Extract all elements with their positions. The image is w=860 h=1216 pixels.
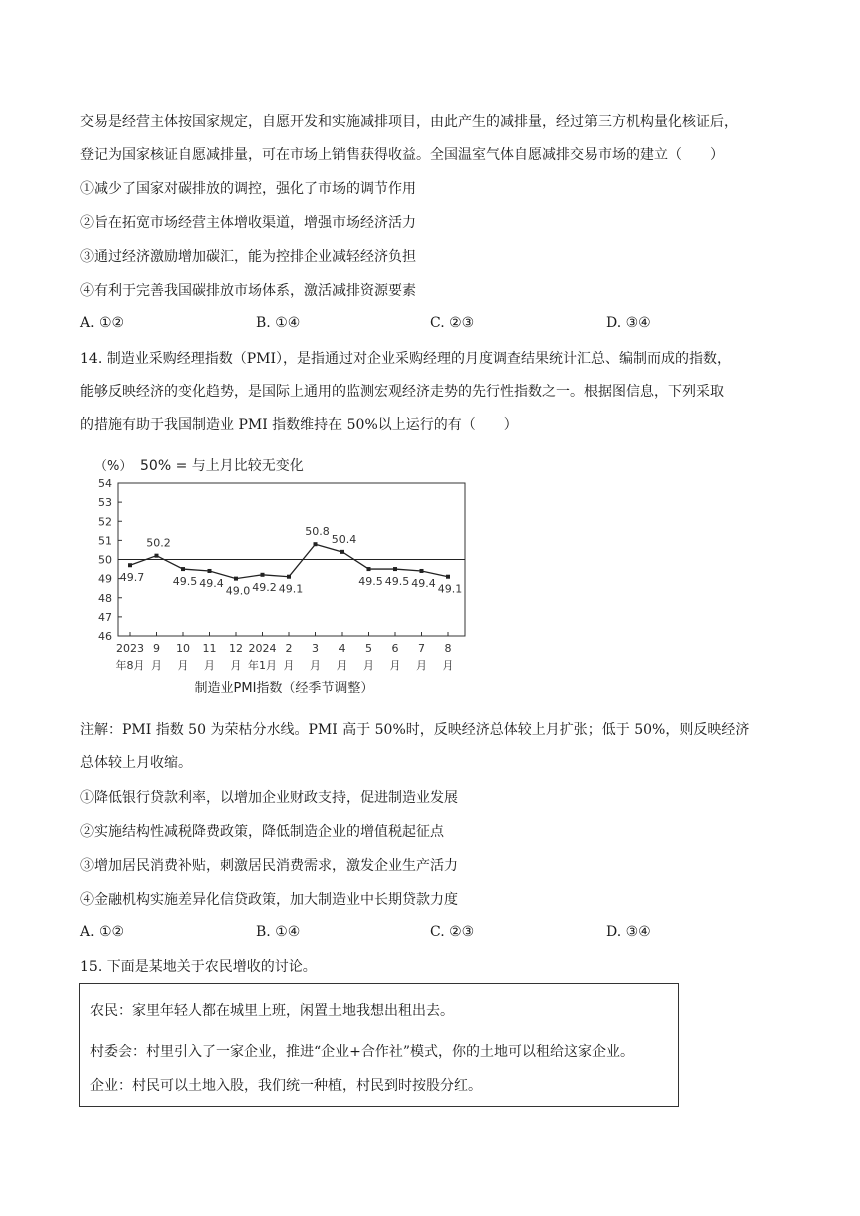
data-label: 49.5 [384, 575, 410, 589]
x-tick-label-bottom: 月 [151, 659, 162, 672]
x-tick-label-top: 12 [229, 642, 243, 655]
x-tick-label-bottom: 月 [177, 659, 189, 672]
y-tick-label: 48 [98, 591, 112, 605]
dialogue-enterprise: 企业：村民可以土地入股，我们统一种植，村民到时按股分红。 [90, 1078, 482, 1094]
data-label: 49.2 [252, 580, 277, 594]
q14-stem-line-3: 的措施有助于我国制造业 PMI 指数维持在 50%以上运行的有（ ） [80, 417, 518, 433]
q13-statement-4: ④有利于完善我国碳排放市场体系，激活减排资源要素 [80, 283, 416, 299]
q14-statement-2: ②实施结构性减税降费政策，降低制造企业的增值税起征点 [80, 824, 444, 840]
data-label: 50.8 [305, 525, 330, 539]
q14-option-c[interactable]: C. ②③ [430, 924, 475, 940]
series-line [130, 544, 448, 578]
y-tick-label: 52 [98, 515, 112, 529]
x-axis-ticks [116, 632, 454, 672]
data-point [340, 550, 344, 554]
data-point [128, 563, 132, 567]
data-point [287, 575, 291, 579]
x-tick-label-bottom: 月 [283, 659, 295, 672]
x-tick-label-bottom: 月 [336, 659, 348, 672]
data-label: 49.5 [358, 575, 383, 589]
q14-option-b[interactable]: B. ①④ [256, 924, 301, 940]
q13-options [80, 315, 780, 333]
x-tick-label-bottom: 月 [389, 659, 401, 672]
pmi-chart-svg [80, 448, 480, 708]
x-tick-label-top: 9 [153, 642, 160, 655]
data-point [181, 567, 185, 571]
x-tick-label-bottom: 月 [416, 659, 427, 672]
data-label: 49.1 [437, 582, 463, 596]
x-tick-label-bottom: 月 [363, 659, 374, 672]
data-label: 49.5 [172, 575, 198, 589]
data-point [261, 573, 265, 577]
x-tick-label-top: 3 [312, 642, 319, 655]
dialogue-village-committee: 村委会：村里引入了一家企业，推进“企业+合作社”模式，你的土地可以租给这家企业。 [90, 1044, 635, 1060]
x-tick-label-bottom: 年1月 [248, 659, 277, 672]
data-point [155, 554, 159, 558]
x-tick-label-bottom: 年8月 [115, 659, 145, 672]
x-tick-label-bottom: 月 [204, 659, 215, 672]
y-tick-label: 53 [98, 496, 112, 510]
y-tick-label: 54 [98, 477, 112, 490]
x-tick-label-top: 10 [176, 642, 190, 655]
y-tick-label: 51 [98, 534, 112, 548]
data-label: 49.4 [199, 576, 224, 590]
q13-option-a[interactable]: A. ①② [80, 315, 125, 331]
q13-option-c[interactable]: C. ②③ [430, 315, 475, 331]
chart-x-label: 制造业PMI指数（经季节调整） [194, 681, 374, 696]
q15-stem: 15. 下面是某地关于农民增收的讨论。 [80, 959, 317, 975]
data-label: 49.7 [119, 571, 145, 585]
q14-option-a[interactable]: A. ①② [80, 924, 125, 940]
chart-unit-label: （%） [94, 459, 133, 474]
q14-stem-line-1: 14. 制造业采购经理指数（PMI），是指通过对企业采购经理的月度调查结果统计汇总、编制而成的指数， [80, 351, 731, 367]
q13-statement-1: ①减少了国家对碳排放的调控，强化了市场的调节作用 [80, 181, 416, 197]
x-tick-label-top: 2023 [116, 642, 144, 655]
data-label: 49.0 [225, 584, 251, 598]
q13-stem-line-2: 登记为国家核证自愿减排量，可在市场上销售获得收益。全国温室气体自愿减排交易市场的建立（ ） [80, 147, 724, 163]
dialogue-farmer: 农民：家里年轻人都在城里上班，闲置土地我想出租出去。 [90, 1003, 454, 1019]
data-point [314, 542, 318, 546]
data-points [120, 525, 463, 597]
pmi-chart [80, 448, 480, 708]
x-tick-label-top: 8 [444, 642, 452, 655]
y-tick-label: 50 [98, 553, 112, 567]
x-tick-label-top: 6 [391, 642, 399, 655]
x-tick-label-top: 11 [202, 642, 217, 655]
data-point [208, 569, 212, 573]
data-label: 50.2 [146, 536, 171, 550]
x-tick-label-top: 4 [338, 642, 346, 655]
data-point [393, 567, 397, 571]
q14-note-line-1: 注解：PMI 指数 50 为荣枯分水线。PMI 高于 50%时，反映经济总体较上月扩张；低于 50%，则反映经济 [80, 722, 750, 738]
data-label: 49.1 [278, 582, 304, 596]
data-point [367, 567, 371, 571]
q13-option-b[interactable]: B. ①④ [256, 315, 301, 331]
x-tick-label-bottom: 月 [442, 659, 454, 672]
q15-dialogue-box [79, 983, 679, 1107]
x-tick-label-bottom: 月 [310, 659, 321, 672]
q14-note-line-2: 总体较上月收缩。 [80, 755, 192, 771]
y-tick-label: 47 [98, 610, 112, 624]
x-tick-label-top: 7 [418, 642, 425, 655]
q14-statement-3: ③增加居民消费补贴，刺激居民消费需求，激发企业生产活力 [80, 858, 458, 874]
q13-option-d[interactable]: D. ③④ [606, 315, 651, 331]
x-tick-label-bottom: 月 [230, 659, 242, 672]
y-tick-label: 46 [98, 630, 112, 643]
q14-option-d[interactable]: D. ③④ [606, 924, 651, 940]
x-tick-label-top: 2 [285, 642, 293, 655]
q14-statement-4: ④金融机构实施差异化信贷政策，加大制造业中长期贷款力度 [80, 892, 458, 908]
q14-stem-line-2: 能够反映经济的变化趋势，是国际上通用的监测宏观经济走势的先行性指数之一。根据图信息，下列采取 [80, 384, 724, 400]
q13-statement-2: ②旨在拓宽市场经营主体增收渠道，增强市场经济活力 [80, 215, 416, 231]
q13-stem-line-1: 交易是经营主体按国家规定，自愿开发和实施减排项目，由此产生的减排量，经过第三方机构量化核证后， [80, 114, 738, 130]
chart-title: 50% = 与上月比较无变化 [140, 458, 304, 474]
x-tick-label-top: 5 [365, 642, 372, 655]
data-label: 50.4 [331, 532, 357, 546]
q14-statement-1: ①降低银行贷款利率，以增加企业财政支持，促进制造业发展 [80, 790, 458, 806]
data-label: 49.4 [411, 576, 436, 590]
q13-statement-3: ③通过经济激励增加碳汇，能为控排企业减轻经济负担 [80, 249, 416, 265]
data-point [234, 577, 238, 581]
data-point [420, 569, 424, 573]
data-point [446, 575, 450, 579]
q14-options [80, 924, 780, 942]
y-tick-label: 49 [98, 572, 112, 586]
x-tick-label-top: 2024 [248, 642, 277, 655]
